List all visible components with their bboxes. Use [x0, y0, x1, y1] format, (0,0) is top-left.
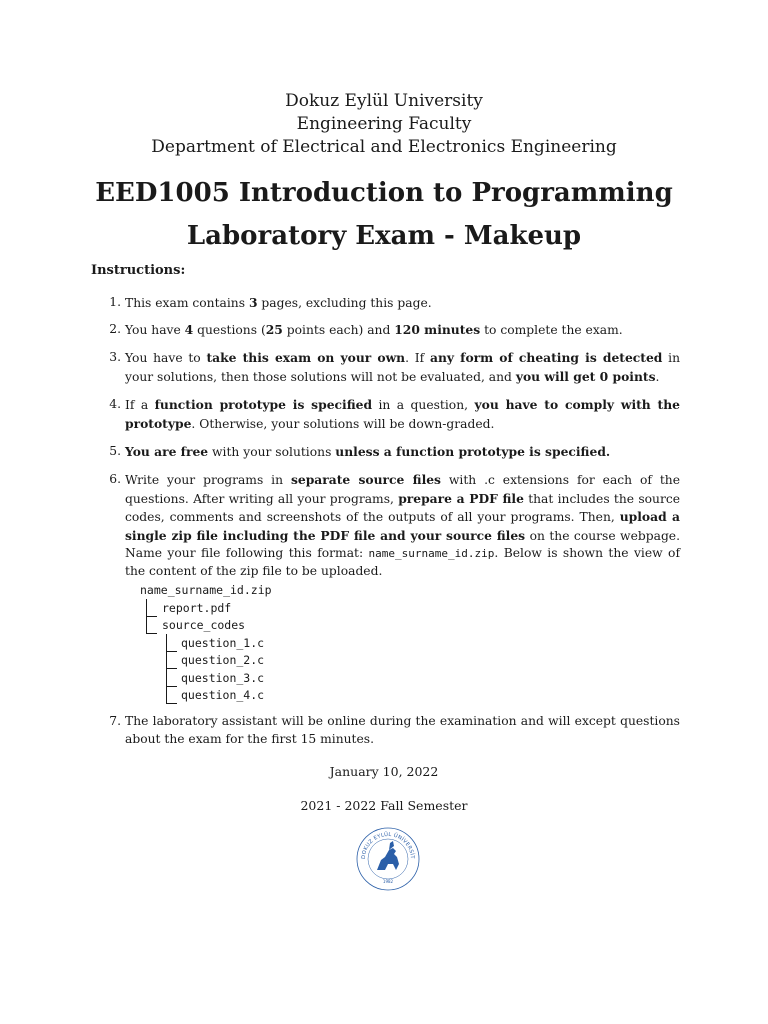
tree-file-label: question_3.c — [181, 670, 265, 685]
university-seal-icon — [355, 826, 421, 892]
instruction-text: This exam contains 3 pages, excluding this page. — [125, 295, 432, 310]
course-title: EED1005 Introduction to Programming — [95, 178, 673, 208]
svg-text:DOKUZ EYLÜL ÜNİVERSİTESİ — [355, 826, 416, 860]
seal-year: 1982 — [382, 879, 394, 884]
tree-item-folder — [140, 617, 272, 635]
instruction-number: 2. — [109, 322, 121, 336]
exam-date: January 10, 2022 — [329, 764, 439, 779]
semester: 2021 - 2022 Fall Semester — [300, 798, 468, 813]
tree-item-report — [140, 600, 272, 618]
tree-file-label: question_4.c — [181, 688, 265, 702]
zip-file-tree — [140, 582, 272, 705]
tree-file-label: question_1.c — [181, 635, 265, 650]
instruction-number: 1. — [109, 295, 121, 309]
tree-report-label: report.pdf — [162, 600, 232, 615]
instruction-number: 6. — [109, 472, 121, 486]
seal-text: DOKUZ EYLÜL ÜNİVERSİT — [360, 831, 416, 860]
faculty-name: Engineering Faculty — [296, 114, 472, 134]
tree-file-label: question_2.c — [181, 653, 265, 667]
instruction-text: Write your programs in separate source files with .c extensions for each of the questions. After writing all your programs, prepare a PDF file that includes the source codes, comments and screenshots of the outputs of all your programs. Then, upload a single zip file including the PDF file and your source files on the course webpage. Name your file following this format: name_surname_id.zip. Below is shown the view of the content of the zip file to be uploaded. — [125, 472, 681, 578]
instruction-number: 5. — [109, 444, 121, 458]
instruction-number: 4. — [109, 397, 121, 411]
instruction-number: 7. — [109, 714, 121, 728]
instruction-text: You are free with your solutions unless a function prototype is specified. — [125, 444, 611, 459]
tree-item-file — [140, 652, 272, 670]
instruction-text: The laboratory assistant will be online during the examination and will except questions about the exam for the first 15 minutes. — [125, 714, 680, 746]
instruction-text: You have to take this exam on your own. If any form of cheating is detected in your solutions, then those solutions will not be evaluated, and you will get 0 points. — [125, 350, 681, 384]
tree-item-file — [140, 670, 272, 688]
university-name: Dokuz Eylül University — [285, 91, 483, 111]
tree-folder-label: source_codes — [162, 618, 246, 632]
instructions-label: Instructions: — [91, 263, 186, 278]
tree-item-file — [140, 635, 272, 653]
exam-title: Laboratory Exam - Makeup — [186, 221, 582, 251]
tree-item-file — [140, 687, 272, 705]
instruction-text: If a function prototype is specified in a question, you have to comply with the prototype. Otherwise, your solutions will be down-graded. — [125, 397, 681, 431]
department-name: Department of Electrical and Electronics Engineering — [151, 137, 617, 157]
instruction-text: You have 4 questions (25 points each) and 120 minutes to complete the exam. — [125, 322, 623, 337]
tree-root: name_surname_id.zip — [140, 583, 272, 597]
instruction-number: 3. — [109, 350, 121, 364]
